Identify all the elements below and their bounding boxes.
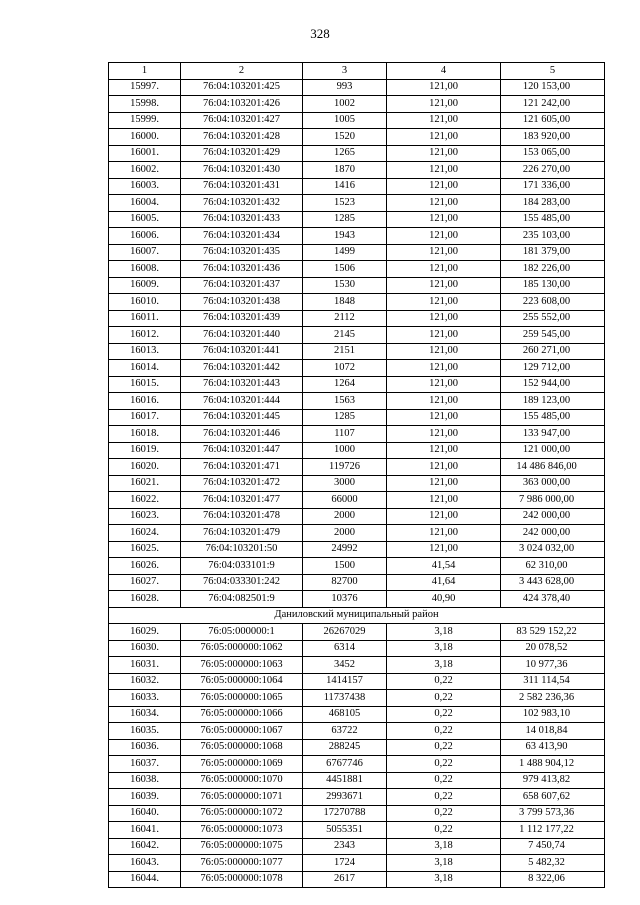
rate-value: 3,18 [387,855,501,872]
page-number: 328 [310,26,330,41]
cadastral-number: 76:04:103201:437 [181,277,303,294]
cadastral-number: 76:04:103201:479 [181,525,303,542]
cadastral-number: 76:04:103201:471 [181,459,303,476]
cost-value: 155 485,00 [501,409,605,426]
cost-value: 133 947,00 [501,426,605,443]
area-value: 1499 [303,244,387,261]
rate-value: 121,00 [387,492,501,509]
cost-value: 121 605,00 [501,112,605,129]
cadastral-number: 76:04:082501:9 [181,591,303,608]
cost-value: 153 065,00 [501,145,605,162]
cadastral-number: 76:05:000000:1078 [181,871,303,888]
cost-value: 171 336,00 [501,178,605,195]
rate-value: 121,00 [387,360,501,377]
rate-value: 3,18 [387,640,501,657]
cadastral-number: 76:04:033101:9 [181,558,303,575]
cost-value: 242 000,00 [501,508,605,525]
rate-value: 121,00 [387,294,501,311]
row-number: 16024. [109,525,181,542]
area-value: 1563 [303,393,387,410]
cadastral-number: 76:04:103201:444 [181,393,303,410]
cadastral-number: 76:05:000000:1072 [181,805,303,822]
cadastral-number: 76:04:103201:431 [181,178,303,195]
row-number: 15997. [109,79,181,96]
cost-value: 183 920,00 [501,129,605,146]
table-row [109,426,605,443]
cadastral-number: 76:05:000000:1077 [181,855,303,872]
rate-value: 0,22 [387,723,501,740]
table-row [109,822,605,839]
rate-value: 121,00 [387,261,501,278]
table-row [109,706,605,723]
row-number: 16016. [109,393,181,410]
table-row [109,871,605,888]
area-value: 1072 [303,360,387,377]
area-value: 5055351 [303,822,387,839]
area-value: 1002 [303,96,387,113]
cost-value: 223 608,00 [501,294,605,311]
cost-value: 311 114,54 [501,673,605,690]
area-value: 2151 [303,343,387,360]
row-number: 16041. [109,822,181,839]
area-value: 1285 [303,211,387,228]
cadastral-number: 76:04:103201:438 [181,294,303,311]
cost-value: 3 024 032,00 [501,541,605,558]
row-number: 16040. [109,805,181,822]
table-row [109,673,605,690]
cadastral-number: 76:05:000000:1071 [181,789,303,806]
table-row [109,244,605,261]
row-number: 16034. [109,706,181,723]
cadastral-number: 76:04:033301:242 [181,574,303,591]
cost-value: 129 712,00 [501,360,605,377]
rate-value: 121,00 [387,459,501,476]
rate-value: 0,22 [387,706,501,723]
cadastral-number: 76:04:103201:472 [181,475,303,492]
header-row [109,63,605,80]
table-row [109,96,605,113]
cadastral-number: 76:05:000000:1065 [181,690,303,707]
rate-value: 121,00 [387,79,501,96]
area-value: 1000 [303,442,387,459]
rate-value: 121,00 [387,211,501,228]
rate-value: 41,64 [387,574,501,591]
row-number: 16028. [109,591,181,608]
rate-value: 0,22 [387,739,501,756]
rate-value: 0,22 [387,772,501,789]
rate-value: 121,00 [387,327,501,344]
row-number: 16019. [109,442,181,459]
row-number: 15999. [109,112,181,129]
table-row [109,261,605,278]
cost-value: 363 000,00 [501,475,605,492]
table-row [109,690,605,707]
area-value: 1107 [303,426,387,443]
cost-value: 424 378,40 [501,591,605,608]
area-value: 6767746 [303,756,387,773]
table-row [109,195,605,212]
rate-value: 121,00 [387,145,501,162]
rate-value: 121,00 [387,343,501,360]
cost-value: 62 310,00 [501,558,605,575]
cadastral-number: 76:04:103201:429 [181,145,303,162]
row-number: 16042. [109,838,181,855]
cost-value: 152 944,00 [501,376,605,393]
cost-value: 155 485,00 [501,211,605,228]
rate-value: 121,00 [387,195,501,212]
rate-value: 0,22 [387,805,501,822]
area-value: 1848 [303,294,387,311]
rate-value: 121,00 [387,162,501,179]
rate-value: 3,18 [387,871,501,888]
column-header: 3 [303,63,387,80]
table-row [109,475,605,492]
row-number: 16026. [109,558,181,575]
rate-value: 0,22 [387,690,501,707]
table-row [109,145,605,162]
cost-value: 1 112 177,22 [501,822,605,839]
cadastral-number: 76:05:000000:1064 [181,673,303,690]
cadastral-number: 76:05:000000:1075 [181,838,303,855]
row-number: 16038. [109,772,181,789]
table-row [109,739,605,756]
row-number: 16008. [109,261,181,278]
row-number: 16014. [109,360,181,377]
cost-value: 20 078,52 [501,640,605,657]
cadastral-number: 76:04:103201:446 [181,426,303,443]
area-value: 993 [303,79,387,96]
table-row [109,558,605,575]
area-value: 1265 [303,145,387,162]
rate-value: 121,00 [387,525,501,542]
rate-value: 40,90 [387,591,501,608]
table-row [109,277,605,294]
row-number: 16035. [109,723,181,740]
table-row [109,624,605,641]
cadastral-number: 76:04:103201:432 [181,195,303,212]
cadastral-number: 76:04:103201:445 [181,409,303,426]
cadastral-number: 76:04:103201:478 [181,508,303,525]
cadastral-number: 76:04:103201:440 [181,327,303,344]
cost-value: 14 486 846,00 [501,459,605,476]
table-row [109,310,605,327]
cost-value: 184 283,00 [501,195,605,212]
column-header: 5 [501,63,605,80]
table-row [109,178,605,195]
cadastral-number: 76:04:103201:430 [181,162,303,179]
area-value: 1500 [303,558,387,575]
cost-value: 255 552,00 [501,310,605,327]
area-value: 4451881 [303,772,387,789]
rate-value: 0,22 [387,789,501,806]
row-number: 16025. [109,541,181,558]
cost-value: 7 986 000,00 [501,492,605,509]
cadastral-number: 76:04:103201:436 [181,261,303,278]
cadastral-number: 76:05:000000:1066 [181,706,303,723]
table-row [109,541,605,558]
cadastral-number: 76:04:103201:433 [181,211,303,228]
cadastral-number: 76:05:000000:1 [181,624,303,641]
row-number: 15998. [109,96,181,113]
column-header: 4 [387,63,501,80]
cadastral-number: 76:04:103201:434 [181,228,303,245]
cadastral-number: 76:04:103201:426 [181,96,303,113]
area-value: 1943 [303,228,387,245]
table-row [109,294,605,311]
rate-value: 121,00 [387,393,501,410]
cadastral-number: 76:04:103201:439 [181,310,303,327]
cost-value: 242 000,00 [501,525,605,542]
cost-value: 189 123,00 [501,393,605,410]
rate-value: 121,00 [387,442,501,459]
area-value: 24992 [303,541,387,558]
cost-value: 5 482,32 [501,855,605,872]
table-row [109,162,605,179]
area-value: 2112 [303,310,387,327]
area-value: 1416 [303,178,387,195]
cadastral-number: 76:05:000000:1068 [181,739,303,756]
row-number: 16009. [109,277,181,294]
table-row [109,459,605,476]
rate-value: 121,00 [387,228,501,245]
cost-value: 658 607,62 [501,789,605,806]
cost-value: 1 488 904,12 [501,756,605,773]
cost-value: 121 242,00 [501,96,605,113]
row-number: 16012. [109,327,181,344]
row-number: 16039. [109,789,181,806]
table-row [109,228,605,245]
cadastral-number: 76:04:103201:442 [181,360,303,377]
row-number: 16023. [109,508,181,525]
area-value: 1285 [303,409,387,426]
section-title: Даниловский муниципальный район [109,607,605,624]
area-value: 1724 [303,855,387,872]
area-value: 1523 [303,195,387,212]
table-row [109,393,605,410]
cadastral-number: 76:04:103201:441 [181,343,303,360]
cadastral-number: 76:05:000000:1073 [181,822,303,839]
area-value: 2617 [303,871,387,888]
column-header: 2 [181,63,303,80]
table-row [109,343,605,360]
table-body [109,63,605,888]
rate-value: 0,22 [387,673,501,690]
cadastral-number: 76:05:000000:1063 [181,657,303,674]
area-value: 2145 [303,327,387,344]
cost-value: 10 977,36 [501,657,605,674]
cost-value: 63 413,90 [501,739,605,756]
table-row [109,805,605,822]
table-row [109,492,605,509]
area-value: 1506 [303,261,387,278]
rate-value: 121,00 [387,244,501,261]
area-value: 3452 [303,657,387,674]
area-value: 2343 [303,838,387,855]
area-value: 10376 [303,591,387,608]
cadastral-number: 76:05:000000:1070 [181,772,303,789]
table-row [109,525,605,542]
table-row [109,855,605,872]
table-row [109,789,605,806]
cost-value: 259 545,00 [501,327,605,344]
row-number: 16005. [109,211,181,228]
cost-value: 2 582 236,36 [501,690,605,707]
row-number: 16011. [109,310,181,327]
table-row [109,640,605,657]
cost-value: 3 443 628,00 [501,574,605,591]
row-number: 16006. [109,228,181,245]
cadastral-number: 76:05:000000:1069 [181,756,303,773]
area-value: 26267029 [303,624,387,641]
cost-value: 226 270,00 [501,162,605,179]
row-number: 16002. [109,162,181,179]
rate-value: 0,22 [387,822,501,839]
row-number: 16007. [109,244,181,261]
area-value: 2000 [303,508,387,525]
cadastral-number: 76:04:103201:447 [181,442,303,459]
rate-value: 41,54 [387,558,501,575]
row-number: 16017. [109,409,181,426]
row-number: 16033. [109,690,181,707]
area-value: 1414157 [303,673,387,690]
cadastral-number: 76:04:103201:443 [181,376,303,393]
table-row [109,508,605,525]
section-row [109,607,605,624]
cadastral-number: 76:04:103201:477 [181,492,303,509]
cost-value: 182 226,00 [501,261,605,278]
data-table [108,62,605,888]
row-number: 16000. [109,129,181,146]
row-number: 16021. [109,475,181,492]
rate-value: 3,18 [387,838,501,855]
cadastral-number: 76:04:103201:427 [181,112,303,129]
cost-value: 102 983,10 [501,706,605,723]
area-value: 1520 [303,129,387,146]
row-number: 16022. [109,492,181,509]
table-row [109,772,605,789]
row-number: 16018. [109,426,181,443]
column-header: 1 [109,63,181,80]
table-row [109,756,605,773]
row-number: 16004. [109,195,181,212]
cadastral-number: 76:04:103201:428 [181,129,303,146]
area-value: 1530 [303,277,387,294]
row-number: 16037. [109,756,181,773]
rate-value: 121,00 [387,129,501,146]
table-row [109,657,605,674]
cadastral-number: 76:04:103201:425 [181,79,303,96]
area-value: 82700 [303,574,387,591]
cost-value: 7 450,74 [501,838,605,855]
cost-value: 83 529 152,22 [501,624,605,641]
cadastral-number: 76:04:103201:435 [181,244,303,261]
row-number: 16027. [109,574,181,591]
rate-value: 121,00 [387,426,501,443]
rate-value: 121,00 [387,178,501,195]
area-value: 3000 [303,475,387,492]
row-number: 16031. [109,657,181,674]
rate-value: 121,00 [387,475,501,492]
area-value: 63722 [303,723,387,740]
table-row [109,376,605,393]
table-row [109,838,605,855]
rate-value: 3,18 [387,657,501,674]
rate-value: 121,00 [387,277,501,294]
rate-value: 121,00 [387,541,501,558]
row-number: 16013. [109,343,181,360]
area-value: 1264 [303,376,387,393]
area-value: 2000 [303,525,387,542]
rate-value: 121,00 [387,376,501,393]
row-number: 16044. [109,871,181,888]
table-row [109,409,605,426]
rate-value: 121,00 [387,112,501,129]
area-value: 17270788 [303,805,387,822]
row-number: 16043. [109,855,181,872]
area-value: 6314 [303,640,387,657]
cadastral-number: 76:05:000000:1062 [181,640,303,657]
rate-value: 121,00 [387,310,501,327]
table-row [109,442,605,459]
row-number: 16030. [109,640,181,657]
row-number: 16003. [109,178,181,195]
table-row [109,360,605,377]
cost-value: 979 413,82 [501,772,605,789]
row-number: 16001. [109,145,181,162]
area-value: 1870 [303,162,387,179]
row-number: 16010. [109,294,181,311]
rate-value: 3,18 [387,624,501,641]
table-row [109,574,605,591]
rate-value: 121,00 [387,409,501,426]
area-value: 66000 [303,492,387,509]
table-row [109,112,605,129]
area-value: 11737438 [303,690,387,707]
table-row [109,79,605,96]
row-number: 16036. [109,739,181,756]
rate-value: 121,00 [387,508,501,525]
cost-value: 3 799 573,36 [501,805,605,822]
table-row [109,591,605,608]
cost-value: 235 103,00 [501,228,605,245]
row-number: 16032. [109,673,181,690]
rate-value: 121,00 [387,96,501,113]
row-number: 16029. [109,624,181,641]
cost-value: 185 130,00 [501,277,605,294]
cadastral-number: 76:04:103201:50 [181,541,303,558]
rate-value: 0,22 [387,756,501,773]
row-number: 16020. [109,459,181,476]
table-row [109,211,605,228]
cost-value: 260 271,00 [501,343,605,360]
area-value: 1005 [303,112,387,129]
area-value: 2993671 [303,789,387,806]
row-number: 16015. [109,376,181,393]
cost-value: 8 322,06 [501,871,605,888]
table-row [109,723,605,740]
cadastral-number: 76:05:000000:1067 [181,723,303,740]
table-row [109,129,605,146]
cost-value: 120 153,00 [501,79,605,96]
cost-value: 14 018,84 [501,723,605,740]
cost-value: 121 000,00 [501,442,605,459]
area-value: 288245 [303,739,387,756]
area-value: 119726 [303,459,387,476]
cost-value: 181 379,00 [501,244,605,261]
area-value: 468105 [303,706,387,723]
table-row [109,327,605,344]
